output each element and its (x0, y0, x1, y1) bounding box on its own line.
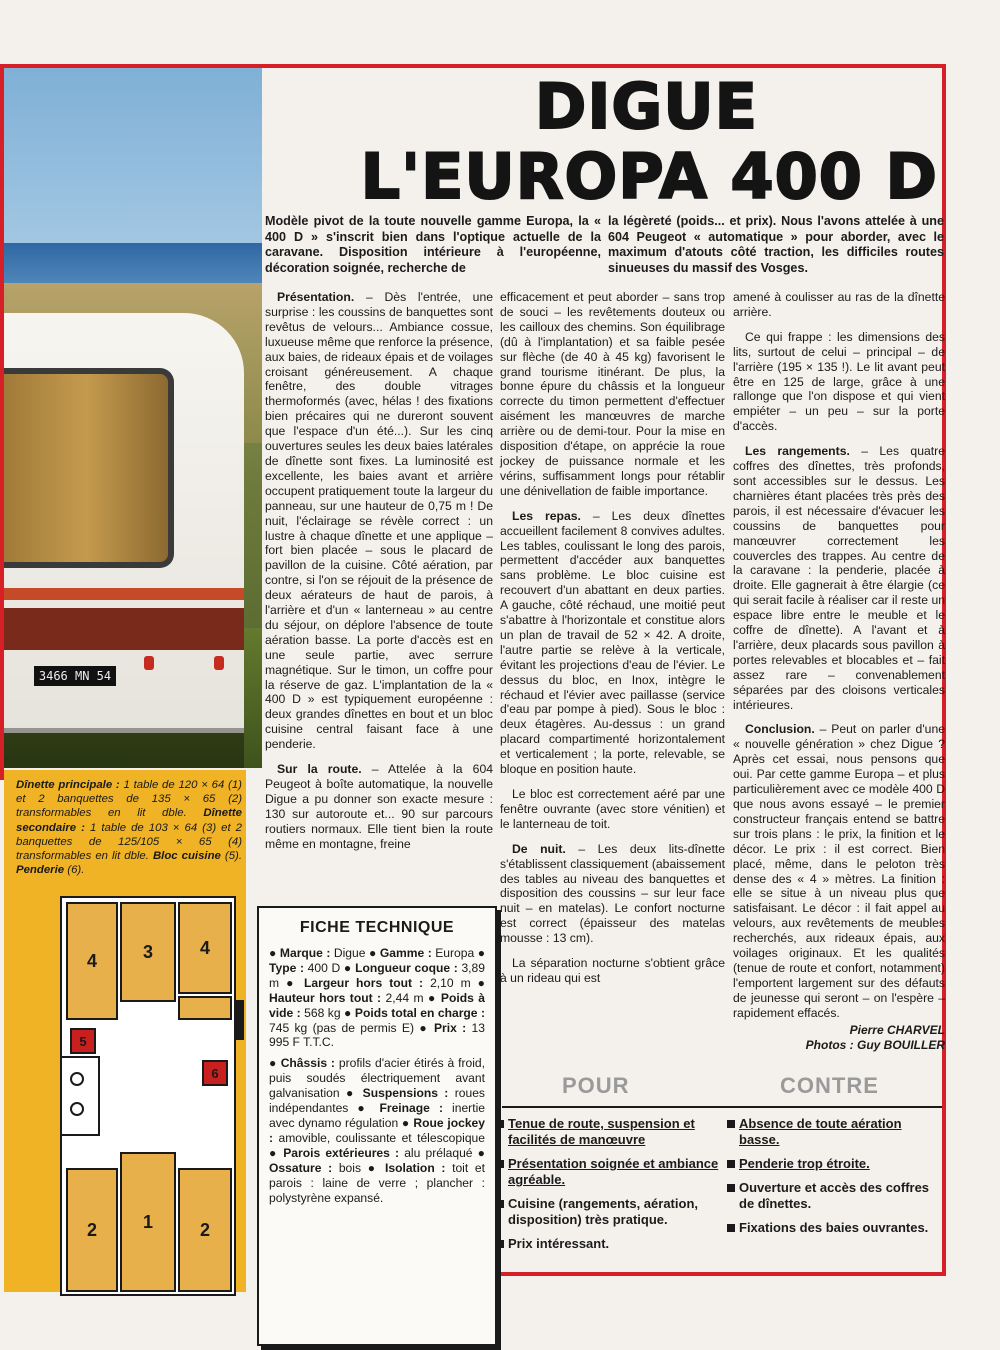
caption-label: Dînette principale : (16, 779, 120, 791)
plan-cell-1: 1 (120, 1152, 176, 1292)
contre-item (727, 1220, 941, 1236)
plan-cell-4-ext (178, 996, 232, 1020)
pour-item (496, 1116, 720, 1148)
spec-value: alu prélaqué (404, 1145, 473, 1160)
pour-item-text: Présentation soignée et ambiance agréable. (508, 1156, 719, 1187)
caption-label: Penderie (16, 864, 65, 877)
fiche-construction: ● Châssis : profils d'acier étirés à froid, puis soudés électriquement avant galvanisation ● Suspensions : roues indépendantes ● Freinage : inertie avec dynamo régulation ● Roue jockey : amovible, coulissante et télescopique ● Parois extérieures : alu prélaqué ● Ossature : bois ● Isolation : toit et parois : laine de verre ; plancher : polystyrène expansé. (269, 1056, 486, 1205)
spec-value: 13 995 F T.T.C. (269, 1020, 485, 1050)
spec-value: 568 kg (304, 1005, 341, 1020)
spec-value: amovible, coulissante et télescopique (278, 1130, 485, 1145)
fiche-specs: ● Marque : Digue ● Gamme : Europa ● Type : 400 D ● Longueur coque : 3,89 m ● Largeur hors tout : 2,10 m ● Hauteur hors tout : 2,44 m ● Poids à vide : 568 kg ● Poids total en charge : 745 kg (pas de permis E) ● Prix : 13 995 F T.T.C. (269, 946, 485, 1050)
contre-item (727, 1116, 941, 1148)
spec-label: Isolation : (384, 1160, 446, 1175)
pour-item (496, 1196, 720, 1228)
caption-text: 1 table de 103 × 64 (3) et 2 banquettes de 125/105 × 65 (4) transformables en lit dble. (16, 821, 242, 863)
spec-value: bois (338, 1160, 362, 1175)
plan-cell-5: 5 (70, 1028, 96, 1054)
pour-contre-rule (502, 1106, 942, 1108)
license-plate: 3466 MN 54 (34, 666, 116, 686)
plan-cell-3: 3 (120, 902, 176, 1002)
paragraph-presentation (265, 290, 493, 752)
paragraph-repas-2: Le bloc est correctement aéré par une fenêtre ouvrante (avec store vénitien) et le lanterneau de toit. (500, 787, 725, 831)
spec-label: Parois extérieures : (283, 1145, 400, 1160)
contre-heading: CONTRE (780, 1073, 879, 1098)
paragraph-repas (500, 509, 725, 777)
lead-nuit: De nuit. (512, 841, 566, 856)
contre-item (727, 1156, 941, 1172)
article-column-2 (500, 290, 725, 996)
fiche-body (269, 946, 485, 1205)
caption-text: 1 table de 120 × 64 (1) et 2 banquettes de 135 × 65 (2) transformables en lit dble. (16, 779, 242, 820)
floor-plan-caption (16, 778, 242, 877)
lead-route: Sur la route. (277, 762, 362, 777)
spec-value: roues indépendantes (269, 1086, 485, 1116)
lead-conclusion: Conclusion. (745, 722, 815, 737)
text-presentation: – Dès l'entrée, une surprise : les coussins de banquettes sont revêtus de velours... Ambiance cossue, luxueuse même que renforce la présence, aux baies, de rideaux épais et de voilages croisant généreusement. A chaque fenêtre, des double vitrages thermoformés (avec, hélas ! des fixations bien précaires qui ne dureront souvent que l'espace d'un été...). Sur les cinq ouvertures seules les deux baies latérales de dînette sont fixes. La luminosité est excellente, les baies avant et arrière occupent pratiquement toute la largeur du panneau, sur une hauteur de 0,75 m ! De nuit, l'éclairage se révèle correct : un lustre à chaque dînette et une applique – fort bien placée – sous le placard de pavillon de la cuisine. Côté aération, par contre, si l'on se réjouit de la présence de deux aérateurs de haut de parois, à l'arrière et d'un « lanterneau » au centre du séjour, on déplore l'absence de toute aération basse. La porte d'accès est en une seule partie, avec serrure magnétique. Sur le timon, un coffre pour la réserve de gaz. L'implantation de la « 400 D » est typiquement européenne : deux grandes dînettes en bout et un bloc cuisine central faisant face à une penderie. (265, 290, 493, 752)
plan-cell-2: 2 (66, 1168, 118, 1292)
burner-icon (70, 1072, 84, 1086)
contre-item-text: Penderie trop étroite. (739, 1156, 870, 1171)
intro-left: Modèle pivot de la toute nouvelle gamme Europa, la « 400 D » s'inscrit bien dans l'optique actuelle de la caravane. Disposition intérieure à l'européenne, décoration soignée, recherche de (265, 214, 601, 275)
pour-item (496, 1236, 720, 1252)
photo-credit: Photos : Guy BOUILLER (805, 1037, 945, 1052)
pour-heading: POUR (562, 1073, 630, 1098)
spec-label: Ossature : (269, 1160, 333, 1175)
spec-label: Longueur coque : (355, 960, 458, 975)
contre-list (727, 1116, 941, 1244)
spec-value: toit et parois : laine de verre ; plancher : polystyrène expansé. (269, 1160, 485, 1205)
frame-bottom-rule (500, 1272, 946, 1276)
paragraph-route-cont: efficacement et peut aborder – sans trop de souci – les revêtements douteux ou les cailloux des chemins. Son équilibrage (dû à l'implantation) et sa faible pesée sur flèche (de 40 à 45 kg) favorisent le grand tourisme itinérant. De plus, la bonne épure du châssis et la longueur correcte du timon permettent d'effectuer aisément les manœuvres de marche arrière ou de demi-tour. Pour la mise en disposition d'étape, on apprécie la roue jockey de puissance normale et les vérins, suffisamment longs pour rétablir une dénivellation de faible importance. (500, 290, 725, 498)
spec-value: Digue (333, 946, 366, 960)
caravan-stripe-light (4, 588, 244, 600)
pour-item-text: Tenue de route, suspension et facilités de manœuvre (508, 1116, 695, 1147)
fiche-title: FICHE TECHNIQUE (299, 919, 455, 936)
pour-item-text: Prix intéressant. (508, 1236, 610, 1251)
title-line-2: L'EUROPA 400 D (360, 140, 938, 213)
plan-cell-4: 4 (66, 902, 118, 1020)
plan-cell-6: 6 (202, 1060, 228, 1086)
spec-label: Prix : (433, 1020, 467, 1035)
plan-cell-2: 2 (178, 1168, 232, 1292)
contre-item-text: Ouverture et accès des coffres de dînettes. (739, 1180, 930, 1211)
title-line-1: DIGUE (534, 70, 758, 143)
spec-label: Marque : (279, 946, 331, 960)
caravan-lamp (144, 656, 154, 670)
spec-label: Type : (269, 960, 304, 975)
plan-door-mark (236, 1000, 244, 1040)
spec-label: Châssis : (280, 1056, 335, 1071)
lead-presentation: Présentation. (277, 290, 355, 304)
spec-value: 2,44 m (385, 990, 424, 1005)
paragraph-conclusion (733, 722, 945, 1020)
caravan-stripe-dark (4, 608, 244, 650)
pour-item-text: Cuisine (rangements, aération, disposition) très pratique. (508, 1196, 698, 1227)
author-signature: Pierre CHARVEL (849, 1022, 945, 1037)
burner-icon (70, 1102, 84, 1116)
spec-value: 3,89 m (269, 960, 485, 990)
caravan-lamp (214, 656, 224, 670)
caravan-shadow (4, 728, 244, 768)
article-title (268, 72, 938, 212)
spec-label: Suspensions : (362, 1086, 449, 1101)
paragraph-frappe: Ce qui frappe : les dimensions des lits, surtout de celui – principal – de l'arrière (195 × 135 !). Le lit avant peut être en 125 de large, grâce à une rallonge que l'on dispose et qui vient empiéter – un peu – sur la porte d'accès. (733, 329, 945, 434)
caravan-window (4, 368, 174, 568)
contre-item-text: Absence de toute aération basse. (739, 1116, 902, 1147)
contre-item-text: Fixations des baies ouvrantes. (739, 1220, 929, 1235)
text-route: – Attelée à la 604 Peugeot à boîte automatique, la nouvelle Digue a pu donner son exacte mesure : 130 sur autoroute et... 90 sur parcours routiers normaux. Elle tient bien la route même en montagne, freine (265, 762, 494, 851)
fiche-technique (257, 906, 497, 1346)
spec-value: 745 kg (pas de permis E) (269, 1020, 414, 1035)
intro-right: la légèreté (poids... et prix). Nous l'avons attelée à une 604 Peugeot « automatique » pour aborder, avec le maximum d'atouts côté traction, les difficiles routes sinueuses du massif des Vosges. (608, 214, 944, 275)
pour-item (496, 1156, 720, 1188)
spec-value: inertie avec dynamo régulation (269, 1101, 485, 1130)
caravan-photo (4, 68, 262, 768)
kitchen-block (62, 1056, 100, 1136)
text-rangements: – Les quatre coffres des dînettes, très profonds, sont accessibles sur le dessus. Les charnières étant placées très près des parois, il est nécessaire d'évacuer les coussins de banquettes pour manœuvrer correctement les couvercles des trappes. Au centre de la caravane : la penderie, placée à droite. Elle gagnerait à être élargie (ce qui serait facile à réaliser car il reste un espace libre entre le meuble et le coffre de dînette). A l'avant et à l'arrière, deux placards sous pavillon à portes relevables et blocables et – fait assez rare – convenablement séparées par des cloisons verticales intérieures. (733, 444, 945, 712)
floor-plan (60, 896, 236, 1296)
spec-label: Hauteur hors tout : (269, 990, 382, 1005)
article-column-3 (733, 290, 945, 1053)
text-conclusion: – Peut on parler d'une « nouvelle génération » chez Digue ? Après cet essai, nous pensons que oui. Par cette gamme Europa – et plus particulièrement avec ce modèle 400 D que nous avons essayé – le premier constructeur français entend se battre sur trois plans : le prix, la finition et le décor. Le prix : il est correct. Bien placé, même, dans le peloton très dense des « 4 » mètres. La finition : elle se situe à un niveau plus que satisfaisant. Le décor : il fait appel au velours, aux revêtements de meubles recherchés, aux rideaux épais, aux voilages originaux. Et les qualités (tenue de route et confort, notamment) l'emportent largement sur des défauts de jeunesse qui seront – on l'espère – rapidement effacés. (733, 722, 945, 1020)
spec-value: profils d'acier étirés à froid, puis soudés électriquement avant galvanisation (269, 1056, 485, 1101)
pour-list (496, 1116, 720, 1260)
spec-value: 400 D (307, 960, 341, 975)
spec-label: Roue jockey : (269, 1115, 486, 1145)
caption-label: Bloc cuisine (152, 850, 221, 863)
lead-repas: Les repas. (512, 508, 581, 523)
text-nuit: – Les deux lits-dînette s'établissent classiquement (abaissement des tables au niveau des banquettes et disposition des coussins – sur leur face nuit – en matelas). Le confort nocturne est correct (épaisseur des matelas mousse : 13 cm). (500, 841, 726, 946)
photo-sea (4, 243, 262, 283)
plan-cell-4: 4 (178, 902, 232, 994)
paragraph-nuit-2: La séparation nocturne s'obtient grâce à un rideau qui est (500, 956, 725, 985)
paragraph-nuit-cont: amené à coulisser au ras de la dînette arrière. (733, 290, 945, 319)
text-repas: – Les deux dînettes accueillent facilement 8 convives adultes. Les tables, coulissant le long des parois, permettent d'accéder aux banquettes sans problème. Le bloc cuisine est recouvert d'un abattant en deux parties. A gauche, côté réchaud, une moitié peut s'abattre à l'horizontale et constitue alors un plan de travail de 52 × 42. A droite, l'autre partie se relève à la verticale, évitant les projections d'eau de l'évier. Le dessus du bloc, en Inox, intègre le réchaud et l'évier avec paillasse (service d'eau par pompe à pied). Sous le bloc : deux étagères. Au-dessus : un grand placard compartimenté horizontalement et verticalement ; la porte, relevable, se bloque en position haute. (500, 508, 726, 777)
caption-text: (5). (224, 850, 242, 863)
spec-label: Freinage : (379, 1101, 443, 1116)
contre-item (727, 1180, 941, 1212)
caption-label: Dînette secondaire : (16, 807, 242, 834)
caption-text: (6). (67, 864, 85, 877)
spec-value: 2,10 m (430, 975, 471, 990)
article-column-1 (265, 290, 493, 862)
paragraph-nuit (500, 842, 725, 946)
spec-label: Gamme : (379, 946, 432, 960)
paragraph-rangements (733, 444, 945, 712)
spec-value: Europa (435, 946, 475, 960)
spec-label: Largeur hors tout : (304, 975, 424, 990)
spec-label: Poids à vide : (269, 990, 485, 1020)
lead-rangements: Les rangements. (745, 444, 850, 459)
paragraph-route (265, 762, 493, 851)
spec-label: Poids total en charge : (354, 1005, 485, 1020)
